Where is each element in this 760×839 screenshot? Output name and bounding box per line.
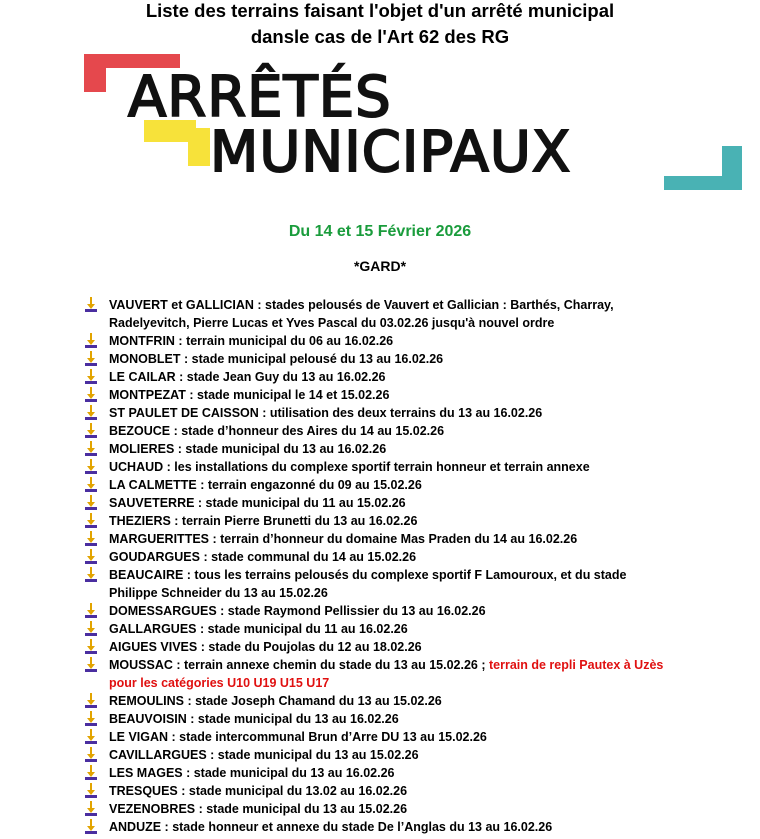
hand-pointer-icon <box>84 567 98 583</box>
hand-pointer-icon <box>84 513 98 529</box>
item-text: BEAUVOISIN : stade municipal du 13 au 16.02.26 <box>109 712 399 726</box>
list-item <box>84 440 674 458</box>
list-item <box>84 656 674 692</box>
item-text: ANDUZE : stade honneur et annexe du stade De l’Anglas du 13 au 16.02.26 <box>109 820 553 834</box>
list-item <box>84 368 674 386</box>
page-title <box>0 0 760 50</box>
item-text: MONTPEZAT : stade municipal le 14 et 15.02.26 <box>109 388 390 402</box>
hand-pointer-icon <box>84 531 98 547</box>
title-line-2: dansle cas de l'Art 62 des RG <box>250 26 510 47</box>
list-item <box>84 800 674 818</box>
list-item <box>84 530 674 548</box>
item-text: GOUDARGUES : stade communal du 14 au 15.02.26 <box>109 550 417 564</box>
list-item <box>84 548 674 566</box>
hand-pointer-icon <box>84 711 98 727</box>
hand-pointer-icon <box>84 747 98 763</box>
list-item <box>84 512 674 530</box>
hand-pointer-icon <box>84 387 98 403</box>
list-item <box>84 476 674 494</box>
list-item <box>84 566 674 602</box>
item-text: MARGUERITTES : terrain d’honneur du domaine Mas Praden du 14 au 16.02.26 <box>109 532 578 546</box>
hand-pointer-icon <box>84 729 98 745</box>
hand-pointer-icon <box>84 657 98 673</box>
item-text: MONOBLET : stade municipal pelousé du 13 au 16.02.26 <box>109 352 444 366</box>
hand-pointer-icon <box>84 495 98 511</box>
item-text: LE VIGAN : stade intercommunal Brun d’Arre DU 13 au 15.02.26 <box>109 730 487 744</box>
item-text: BEZOUCE : stade d’honneur des Aires du 14 au 15.02.26 <box>109 424 445 438</box>
item-text: TRESQUES : stade municipal du 13.02 au 16.02.26 <box>109 784 408 798</box>
list-item <box>84 764 674 782</box>
item-text: MONTFRIN : terrain municipal du 06 au 16.02.26 <box>109 334 394 348</box>
list-item <box>84 818 674 836</box>
list-item <box>84 746 674 764</box>
item-text: THEZIERS : terrain Pierre Brunetti du 13 au 16.02.26 <box>109 514 418 528</box>
item-text: LA CALMETTE : terrain engazonné du 09 au 15.02.26 <box>109 478 422 492</box>
list-item <box>84 422 674 440</box>
item-text: REMOULINS : stade Joseph Chamand du 13 au 15.02.26 <box>109 694 442 708</box>
hand-pointer-icon <box>84 369 98 385</box>
item-text: LES MAGES : stade municipal du 13 au 16.02.26 <box>109 766 395 780</box>
hand-pointer-icon <box>84 603 98 619</box>
hand-pointer-icon <box>84 693 98 709</box>
list-item <box>84 710 674 728</box>
list-item <box>84 692 674 710</box>
item-text: CAVILLARGUES : stade municipal du 13 au 15.02.26 <box>109 748 419 762</box>
hand-pointer-icon <box>84 423 98 439</box>
item-text: ST PAULET DE CAISSON : utilisation des deux terrains du 13 au 16.02.26 <box>109 406 543 420</box>
item-text: MOLIERES : stade municipal du 13 au 16.02.26 <box>109 442 387 456</box>
title-line-1: Liste des terrains faisant l'objet d'un arrêté municipal <box>145 0 615 21</box>
hand-pointer-icon <box>84 297 98 313</box>
list-item <box>84 296 674 332</box>
hand-pointer-icon <box>84 477 98 493</box>
hand-pointer-icon <box>84 801 98 817</box>
hand-pointer-icon <box>84 351 98 367</box>
hand-pointer-icon <box>84 405 98 421</box>
list-item <box>84 386 674 404</box>
list-item <box>84 458 674 476</box>
list-item <box>84 350 674 368</box>
hand-pointer-icon <box>84 765 98 781</box>
date-range: Du 14 et 15 Février 2026 <box>288 223 472 240</box>
list-item <box>84 494 674 512</box>
item-text: GALLARGUES : stade municipal du 11 au 16.02.26 <box>109 622 408 636</box>
list-item <box>84 638 674 656</box>
hand-pointer-icon <box>84 621 98 637</box>
item-text: VEZENOBRES : stade municipal du 13 au 15.02.26 <box>109 802 408 816</box>
arretes-municipaux-logo <box>84 54 746 192</box>
list-item <box>84 620 674 638</box>
hand-pointer-icon <box>84 819 98 835</box>
item-text: SAUVETERRE : stade municipal du 11 au 15.02.26 <box>109 496 406 510</box>
department-heading: *GARD* <box>353 258 407 274</box>
logo-text-municipaux: MUNICIPAUX <box>210 120 572 185</box>
list-item <box>84 782 674 800</box>
item-text: AIGUES VIVES : stade du Poujolas du 12 au 18.02.26 <box>109 640 422 654</box>
hand-pointer-icon <box>84 441 98 457</box>
item-text: DOMESSARGUES : stade Raymond Pellissier du 13 au 16.02.26 <box>109 604 486 618</box>
item-text: LE CAILAR : stade Jean Guy du 13 au 16.02.26 <box>109 370 386 384</box>
list-item <box>84 404 674 422</box>
logo-text-arretes: ARRÊTÉS <box>128 65 392 130</box>
item-text: MOUSSAC : terrain annexe chemin du stade du 13 au 15.02.26 ; <box>109 658 489 672</box>
item-highlight: terrain de repli Pautex à Uzès pour les catégories U10 U19 U15 U17 <box>109 658 664 690</box>
item-text: VAUVERT et GALLICIAN : stades pelousés de Vauvert et Gallician : Barthés, Charray, Radelyevitch, Pierre Lucas et Yves Pascal du 03.02.26 jusqu'à nouvel ordre <box>109 298 614 330</box>
hand-pointer-icon <box>84 549 98 565</box>
list-item <box>84 602 674 620</box>
terrain-list <box>84 296 674 836</box>
hand-pointer-icon <box>84 459 98 475</box>
item-text: UCHAUD : les installations du complexe sportif terrain honneur et terrain annexe <box>109 460 590 474</box>
hand-pointer-icon <box>84 639 98 655</box>
item-text: BEAUCAIRE : tous les terrains pelousés du complexe sportif F Lamouroux, et du stade Philippe Schneider du 13 au 15.02.26 <box>109 568 627 600</box>
list-item <box>84 728 674 746</box>
hand-pointer-icon <box>84 333 98 349</box>
hand-pointer-icon <box>84 783 98 799</box>
list-item <box>84 332 674 350</box>
